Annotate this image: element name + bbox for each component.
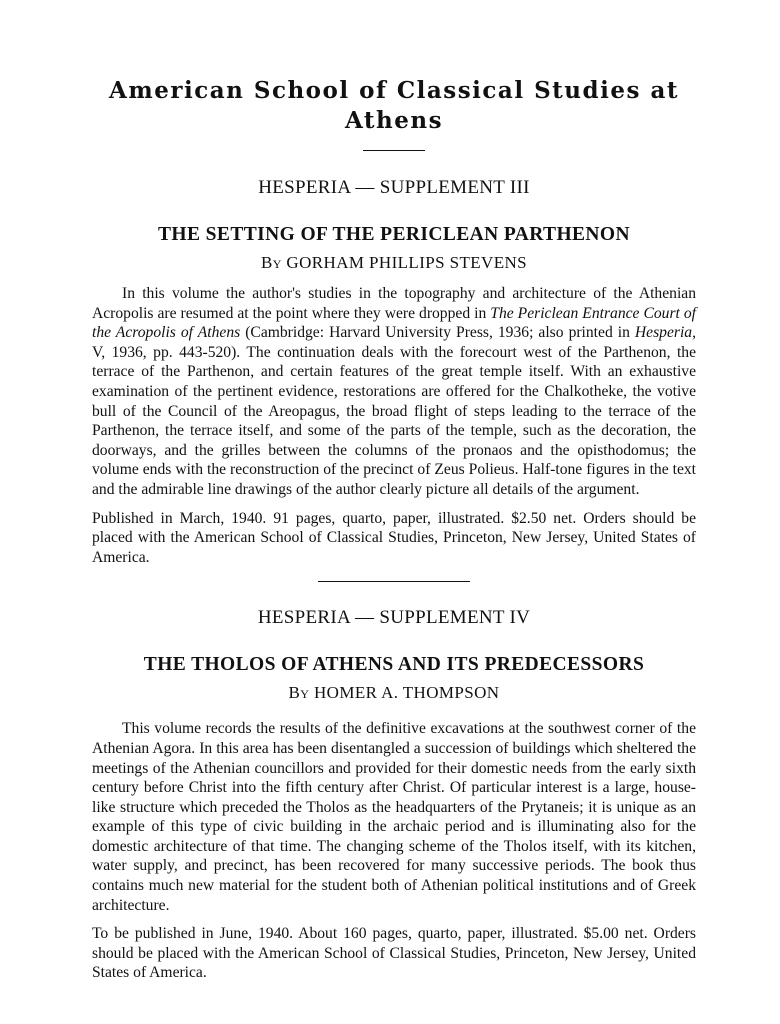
publication-note: To be published in June, 1940. About 160 pages, quarto, paper, illustrated. $5.00 net. Orders should be placed with the American School of Classical Studies, Princeton, New Jersey, United States of America. [92,925,696,982]
author-line [92,681,696,705]
author-name: HOMER A. THOMPSON [313,683,500,703]
by-label: By [260,253,282,272]
description-paragraph [92,284,696,500]
masthead: American School of Classical Studies at Athens [109,77,679,134]
author-line [92,251,696,275]
supplement-heading: HESPERIA — SUPPLEMENT III [258,177,530,198]
description-paragraph: This volume records the results of the definitive excavations at the southwest corner of the Athenian Agora. In this area has been disentangled a succession of buildings which sheltered the meetings of the Athenian councillors and provided for their domestic needs from the early sixth century before Christ into the fifth century after Christ. Of particular interest is a large, house-like structure which preceded the Tholos as the headquarters of the Prytaneis; it is unique as an example of this type of civic building in the archaic period and is illuminating also for the domestic architecture of that time. The changing scheme of the Tholos itself, with its kitchen, water supply, and precinct, has been recovered for many successive periods. The book thus contains much new material for the student both of Athenian political institutions and of Greek architecture. [92,720,696,914]
supplement-heading: HESPERIA — SUPPLEMENT IV [257,607,531,629]
description-text-2: (Cambridge: Harvard University Press, 1936; also printed in [245,324,630,342]
author-name: GORHAM PHILLIPS STEVENS [286,253,528,272]
cited-journal: Hesperia, [634,324,696,342]
book-title: THE SETTING OF THE PERICLEAN PARTHENON [158,224,630,245]
cited-title: The Periclean Entrance Court of the Acropolis of Athens [92,304,696,342]
supplement-iii-section [92,176,696,567]
section-divider [318,581,470,582]
by-label: By [288,683,310,703]
book-title: THE THOLOS OF ATHENS AND ITS PREDECESSORS [143,654,645,676]
publication-note: Published in March, 1940. 91 pages, quarto, paper, illustrated. $2.50 net. Orders should be placed with the American School of Classical Studies, Princeton, New Jersey, United States of America. [92,509,696,566]
supplement-iv-section [92,606,696,983]
description-text-1: In this volume the author's studies in the topography and architecture of the Athenian Acropolis are resumed at the point where they were dropped in [92,285,696,322]
description-text-3: V, 1936, pp. 443-520). The continuation deals with the forecourt west of the Parthenon, the terrace of the Parthenon, and certain features of the great temple itself. With an exhaustive examination of the pertinent evidence, restorations are offered for the Chalkotheke, the votive bull of the Council of the Areopagus, the broad flight of steps leading to the terrace of the Parthenon, the terrace itself, and some of the parts of the temple, such as the decoration, the doorways, and the grilles between the columns of the pronaos and the opisthodomus; the volume ends with the reconstruction of the precinct of Zeus Polieus. Half-tone figures in the text and the admirable line drawings of the author clearly picture all details of the argument. [92,343,696,498]
header-divider [363,150,425,151]
